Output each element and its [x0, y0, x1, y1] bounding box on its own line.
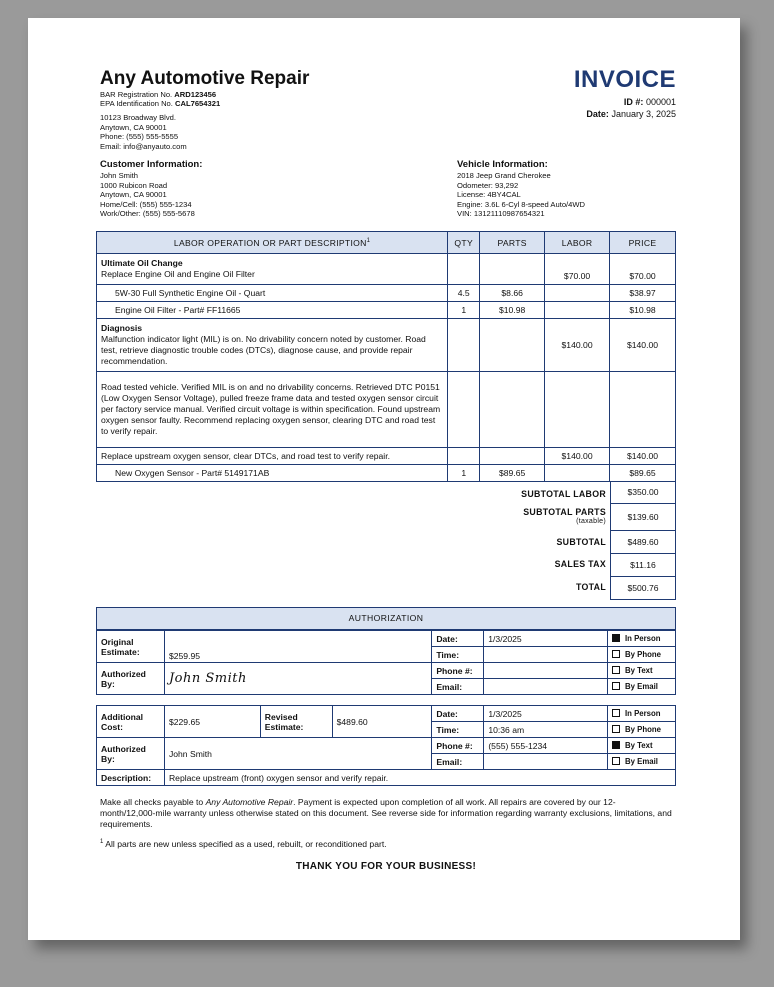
shop-name: Any Automotive Repair [100, 68, 310, 89]
checkbox-icon[interactable] [612, 666, 620, 674]
col-price: PRICE [610, 232, 676, 254]
auth-email-field[interactable] [484, 679, 608, 695]
sales-tax-value: $11.16 [610, 554, 676, 577]
shop-address-1: 10123 Broadway Blvd. [100, 113, 176, 122]
revised-estimate-label: Revised Estimate: [260, 706, 332, 738]
rev-time-label: Time: [432, 722, 484, 738]
row-description: 5W-30 Full Synthetic Engine Oil - Quart [97, 285, 448, 302]
checkbox-icon[interactable] [612, 634, 620, 642]
row-description: Replace upstream oxygen sensor, clear DTCs, and road test to verify repair. [97, 448, 448, 465]
vehicle-license: License: 4BY4CAL [457, 190, 521, 199]
authorization-table [96, 630, 676, 695]
row-price: $140.00 [610, 448, 676, 465]
total-label: TOTAL [575, 582, 606, 592]
subtotal-parts-label: SUBTOTAL PARTS [523, 507, 606, 517]
authorization-heading: AUTHORIZATION [96, 607, 676, 630]
description-value: Replace upstream (front) oxygen sensor and verify repair. [164, 770, 675, 786]
rev-date-label: Date: [432, 706, 484, 722]
auth-by-phone-checkbox[interactable]: By Phone [608, 647, 676, 663]
table-row [97, 448, 676, 465]
customer-home-phone: Home/Cell: (555) 555-1234 [100, 199, 192, 209]
row-parts: $8.66 [480, 285, 545, 302]
subtotal-labor-label: SUBTOTAL LABOR [521, 489, 606, 499]
table-row [97, 302, 676, 319]
col-parts: PARTS [480, 232, 545, 254]
row-price: $89.65 [610, 465, 676, 482]
checkbox-icon[interactable] [612, 757, 620, 765]
rev-phone-field[interactable]: (555) 555-1234 [484, 738, 608, 754]
sales-tax-label: SALES TAX [554, 559, 606, 569]
table-row [97, 319, 676, 372]
auth-phone-label: Phone #: [432, 663, 484, 679]
subtotal-parts-note: (taxable) [576, 518, 606, 525]
rev-email-field[interactable] [484, 754, 608, 770]
original-estimate-label: Original Estimate: [97, 631, 165, 663]
row-price: $38.97 [610, 285, 676, 302]
rev-authorized-by-value: John Smith [164, 738, 431, 770]
table-row [97, 254, 676, 285]
table-row [97, 285, 676, 302]
vehicle-odometer: Odometer: 93,292 [457, 180, 519, 190]
original-estimate-value: $259.95 [164, 631, 431, 663]
vehicle-engine: Engine: 3.6L 6-Cyl 8-speed Auto/4WD [457, 199, 586, 209]
vehicle-vin: VIN: 13121110987654321 [457, 209, 545, 218]
rev-time-field[interactable]: 10:36 am [484, 722, 608, 738]
checkbox-icon[interactable] [612, 709, 620, 717]
additional-cost-label: Additional Cost: [97, 706, 165, 738]
auth-in-person-checkbox[interactable]: In Person [608, 631, 676, 647]
row-labor: $140.00 [545, 448, 610, 465]
rev-by-email-checkbox[interactable]: By Email [607, 754, 675, 770]
row-description: Road tested vehicle. Verified MIL is on and no drivability concerns. Retrieved DTC P0151 (Low Oxygen Sensor Voltage), pulled freeze frame data and tested oxygen sensor circuit per factory service manual. Verified circuit voltage is within specification. Found upstream oxygen sensor faulty. Recommend replacing oxygen sensor, clearing DTC and road test to verify repair. [97, 372, 448, 448]
items-header-row [97, 232, 676, 254]
rev-by-text-checkbox[interactable]: By Text [607, 738, 675, 754]
invoice-title: INVOICE [573, 66, 676, 93]
shop-phone: Phone: (555) 555-5555 [100, 132, 179, 141]
revised-estimate-value: $489.60 [332, 706, 432, 738]
auth-by-email-checkbox[interactable]: By Email [608, 679, 676, 695]
rev-by-phone-checkbox[interactable]: By Phone [607, 722, 675, 738]
auth-phone-field[interactable] [484, 663, 608, 679]
row-qty: 4.5 [448, 285, 480, 302]
description-label: Description: [97, 770, 165, 786]
checkbox-icon[interactable] [612, 650, 620, 658]
auth-date-label: Date: [432, 631, 484, 647]
table-row [97, 372, 676, 448]
col-description: LABOR OPERATION OR PART DESCRIPTION$^1$ [97, 232, 448, 254]
invoice-id: ID #: 000001 [623, 97, 676, 107]
items-table [96, 231, 676, 482]
parts-note: $^1$ All parts are new unless specified as a used, rebuilt, or reconditioned part. [100, 838, 387, 849]
row-parts: $10.98 [480, 302, 545, 319]
row-description: New Oxygen Sensor - Part# 5149171AB [97, 465, 448, 482]
row-description: Diagnosis Malfunction indicator light (MIL) is on. No drivability concern noted by customer. Road test, retrieve diagnostic trouble codes (DTCs), diagnose cause, and provide repair recommendation. [97, 319, 448, 372]
row-labor: $70.00 [545, 254, 610, 285]
row-labor: $140.00 [545, 319, 610, 372]
bar-registration: BAR Registration No. ARD123456 [100, 90, 217, 99]
subtotal-parts-value: $139.60 [610, 504, 676, 531]
payment-terms: Make all checks payable to Any Automotive Repair. Payment is expected upon completion of all work. All repairs are covered by our 12- month/12,000-mile warranty unless otherwise stated on this document. See reverse side for information regarding warranty exclusions, limitations, and requirements. [100, 797, 672, 829]
rev-in-person-checkbox[interactable]: In Person [607, 706, 675, 722]
signature: John Smith [164, 663, 431, 695]
customer-street: 1000 Rubicon Road [100, 180, 168, 190]
table-row [97, 465, 676, 482]
rev-date-field[interactable]: 1/3/2025 [484, 706, 608, 722]
auth-by-text-checkbox[interactable]: By Text [608, 663, 676, 679]
customer-name: John Smith [100, 171, 138, 180]
shop-address-2: Anytown, CA 90001 [100, 122, 167, 132]
subtotal-label: SUBTOTAL [556, 537, 606, 547]
total-value: $500.76 [610, 577, 676, 600]
rev-phone-label: Phone #: [432, 738, 484, 754]
customer-city: Anytown, CA 90001 [100, 190, 167, 199]
rev-email-label: Email: [432, 754, 484, 770]
row-qty: 1 [448, 465, 480, 482]
row-description: Engine Oil Filter - Part# FF11665 [97, 302, 448, 319]
customer-work-phone: Work/Other: (555) 555-5678 [100, 209, 195, 218]
row-parts: $89.65 [480, 465, 545, 482]
checkbox-icon[interactable] [612, 741, 620, 749]
shop-email: Email: info@anyauto.com [100, 141, 187, 151]
invoice-date: Date: January 3, 2025 [586, 109, 676, 119]
col-labor: LABOR [545, 232, 610, 254]
epa-identification: EPA Identification No. CAL7654321 [100, 99, 221, 108]
auth-date-field[interactable]: 1/3/2025 [484, 631, 608, 647]
subtotal-labor-value: $350.00 [610, 481, 676, 504]
revision-table [96, 705, 676, 786]
checkbox-icon[interactable] [612, 682, 620, 690]
thank-you-message: THANK YOU FOR YOUR BUSINESS! [295, 861, 477, 872]
row-price: $70.00 [610, 254, 676, 285]
col-qty: QTY [448, 232, 480, 254]
invoice-page [28, 18, 740, 940]
rev-authorized-by-label: Authorized By: [97, 738, 165, 770]
checkbox-icon[interactable] [612, 725, 620, 733]
customer-heading: Customer Information: [100, 159, 203, 170]
auth-authorized-by-label: Authorized By: [97, 663, 165, 695]
additional-cost-value: $229.65 [164, 706, 260, 738]
row-description: Ultimate Oil Change Replace Engine Oil and Engine Oil Filter [97, 254, 448, 285]
auth-time-label: Time: [432, 647, 484, 663]
row-price: $140.00 [610, 319, 676, 372]
subtotal-value: $489.60 [610, 531, 676, 554]
vehicle-heading: Vehicle Information: [457, 159, 548, 170]
auth-email-label: Email: [432, 679, 484, 695]
auth-time-field[interactable] [484, 647, 608, 663]
vehicle-model: 2018 Jeep Grand Cherokee [457, 171, 551, 180]
row-price: $10.98 [610, 302, 676, 319]
row-qty: 1 [448, 302, 480, 319]
